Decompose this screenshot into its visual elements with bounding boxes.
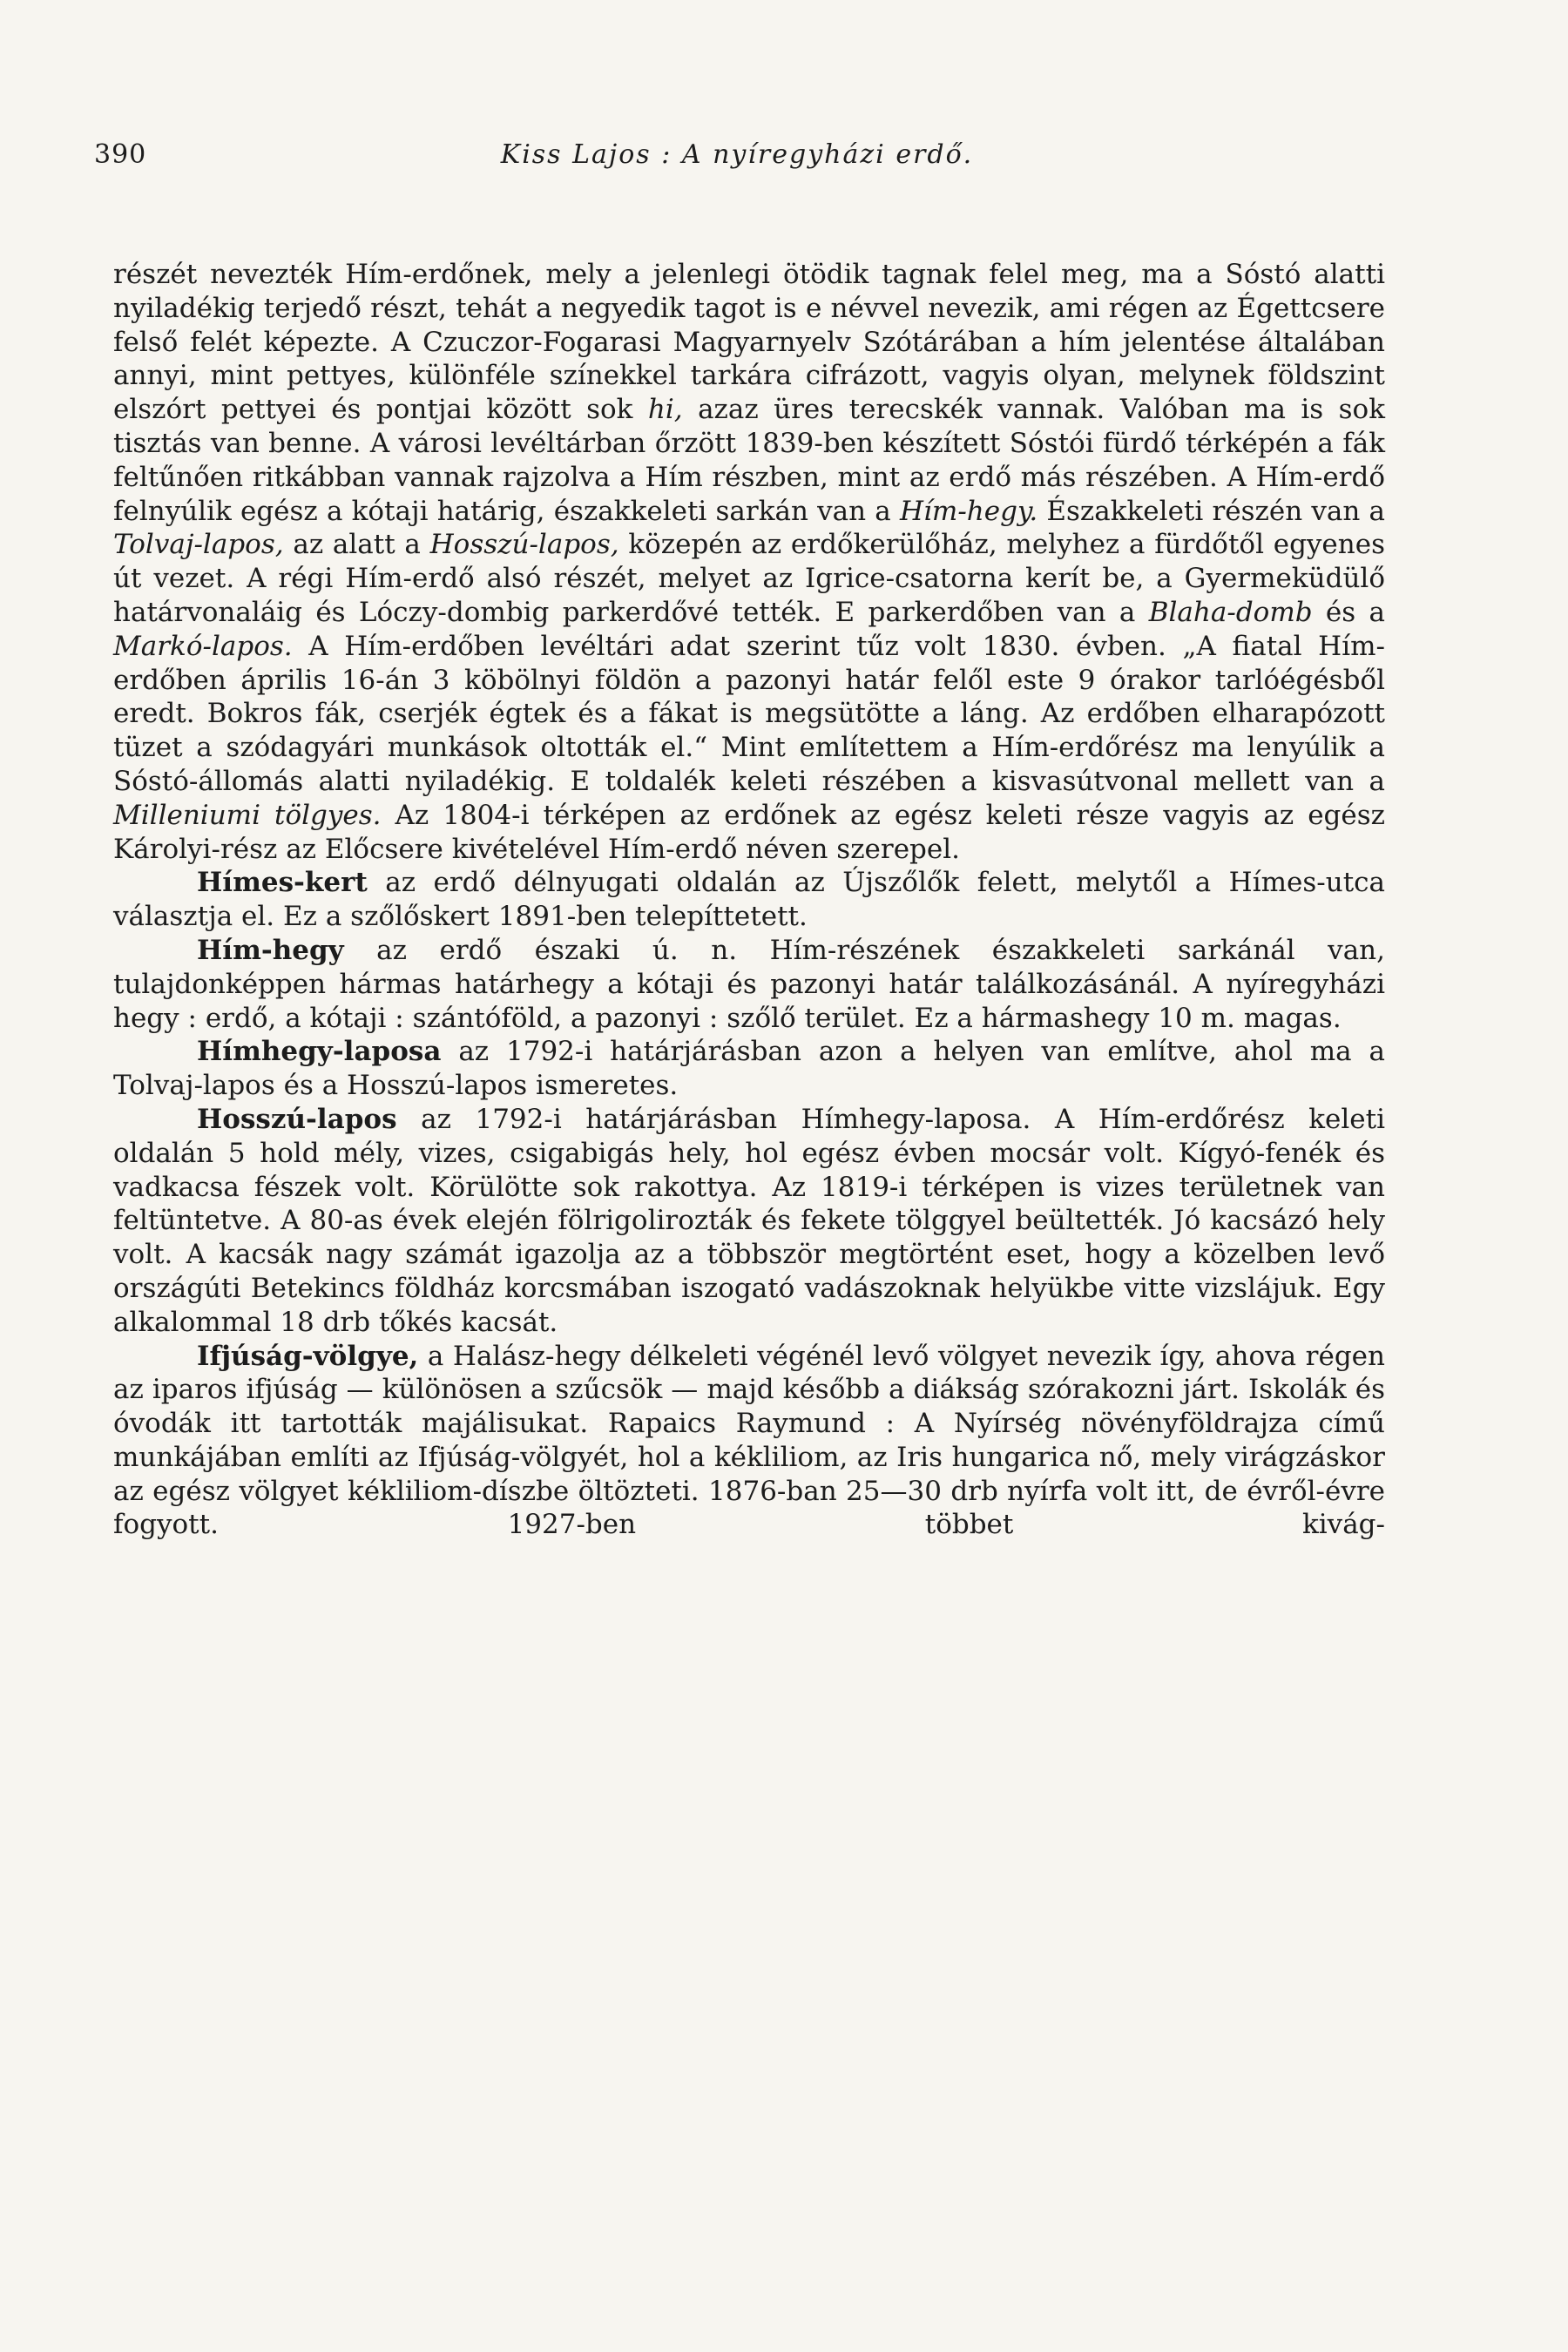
italic-place-name: Blaha-domb [1148,596,1313,628]
text-run: az erdő északi ú. n. Hím-részének északkeleti sarkánál van, tulajdonképpen hármas határhegy a kótaji és pazonyi határ találkozásánál. A nyíregyházi hegy : erdő, a kótaji : szántóföld, a pazonyi : szőlő terület. Ez a hármashegy 10 m. magas. [113,934,1385,1034]
italic-place-name: Hosszú-lapos, [429,529,619,561]
paragraph-him-erdo [113,258,1385,866]
text-run: A Hím-erdőben levéltári adat szerint tűz volt 1830. évben. „A fiatal Hím-erdőben április 16-án 3 köbölnyi földön a pazonyi határ felől este 9 órakor tarlóégésből eredt. Bokros fák, cserjék égtek és a fákat is megsütötte a láng. Az erdőben elharapózott tüzet a szódagyári munkások oltották el.“ Mint említettem a Hím-erdőrész ma lenyúlik a Sóstó-állomás alatti nyiladékig. E toldalék keleti részében a kisvasútvonal mellett van a [113,630,1385,797]
page-header [94,139,1380,183]
text-run: részét nevezték Hím-erdőnek, mely a jelenlegi ötödik tagnak felel meg, ma a Sóstó alatti nyiladékig terjedő részt, tehát a negyedik tagot is e névvel nevezik, ami régen az Égettcsere felső felét képezte. A Czuczor-Fogarasi Magyarnyelv Szótárában a hím jelentése általában annyi, mint pettyes, különféle színekkel tarkára cifrázott, vagyis olyan, melynek földszint elszórt pettyei és pontjai között sok [113,259,1385,426]
text-run: az 1792-i határjárásban Hímhegy-laposa. A Hím-erdőrész keleti oldalán 5 hold mély, vizes, csigabigás hely, hol egész évben mocsár volt. Kígyó-fenék és vadkacsa fészek volt. Körülötte sok rakottya. Az 1819-i térképen is vizes területnek van feltüntetve. A 80-as évek elején fölrigolirozták és fekete tölggyel beültették. Jó kacsázó hely volt. A kacsák nagy számát igazolja az a többször megtörtént eset, hogy a közelben levő országúti Betekincs földház korcsmában iszogató vadászoknak helyükbe vitte vizslájuk. Egy alkalommal 18 drb tőkés kacsát. [113,1103,1385,1338]
entry-himhegy-laposa [113,1035,1385,1103]
entry-headword: Hím-hegy [197,934,344,966]
entry-himes-kert [113,866,1385,934]
italic-place-name: Milleniumi tölgyes. [113,799,382,831]
text-run: Északkeleti részén van a [1037,495,1386,527]
entry-headword: Hímhegy-laposa [197,1036,442,1068]
text-run: az 1792-i határjárásban azon a helyen van említve, ahol ma a Tolvaj-lapos és a Hosszú-lapos ismeretes. [113,1036,1385,1102]
text-run: az alatt a [283,529,430,561]
text-run: azaz üres terecskék vannak. Valóban ma is sok tisztás van benne. A városi levéltárban őrzött 1839-ben készített Sóstói fürdő térképén a fák feltűnően ritkábban vannak rajzolva a Hím részben, mint az erdő más részében. A Hím-erdő felnyúlik egész a kótaji határig, északkeleti sarkán van a [113,394,1385,527]
entry-ifjusag-volgye [113,1340,1385,1543]
entry-him-hegy [113,934,1385,1035]
text-run: az erdő délnyugati oldalán az Újszőlők felett, melytől a Hímes-utca választja el. Ez a szőlőskert 1891-ben telepíttetett. [113,867,1385,933]
text-run: Az 1804-i térképen az erdőnek az egész keleti része vagyis az egész Károlyi-rész az Előcsere kivételével Hím-erdő néven szerepel. [113,799,1385,865]
italic-place-name: Tolvaj-lapos, [113,529,284,561]
entry-headword: Ifjúság-völgye, [197,1340,419,1372]
text-run: és a [1312,596,1385,628]
italic-place-name: hi, [647,394,683,426]
body-text [113,258,1385,1542]
italic-place-name: Hím-hegy. [899,495,1038,527]
entry-headword: Hímes-kert [197,867,368,899]
page-number: 390 [94,139,147,170]
entry-hosszu-lapos [113,1103,1385,1340]
text-run: a Halász-hegy délkeleti végénél levő völgyet nevezik így, ahova régen az iparos ifjúság — különösen a szűcsök — majd később a diákság szórakozni járt. Iskolák és óvodák itt tartották majálisukat. Rapaics Raymund : A Nyírség növényföldrajza című munkájában említi az Ifjúság-völgyét, hol a kékliliom, az Iris hungarica nő, mely virágzáskor az egész völgyet kékliliom-díszbe öltözteti. 1876-ban 25—30 drb nyírfa volt itt, de évről-évre fogyott. 1927-ben többet kivág- [113,1340,1385,1541]
italic-place-name: Markó-lapos. [113,630,293,662]
running-head: Kiss Lajos : A nyíregyházi erdő. [500,139,974,170]
entry-headword: Hosszú-lapos [197,1103,397,1135]
text-run: közepén az erdőkerülőház, melyhez a fürdőtől egyenes út vezet. A régi Hím-erdő alsó részét, melyet az Igrice-csatorna kerít be, a Gyermeküdülő határvonaláig és Lóczy-dombig parkerdővé tették. E parkerdőben van a [113,529,1385,628]
